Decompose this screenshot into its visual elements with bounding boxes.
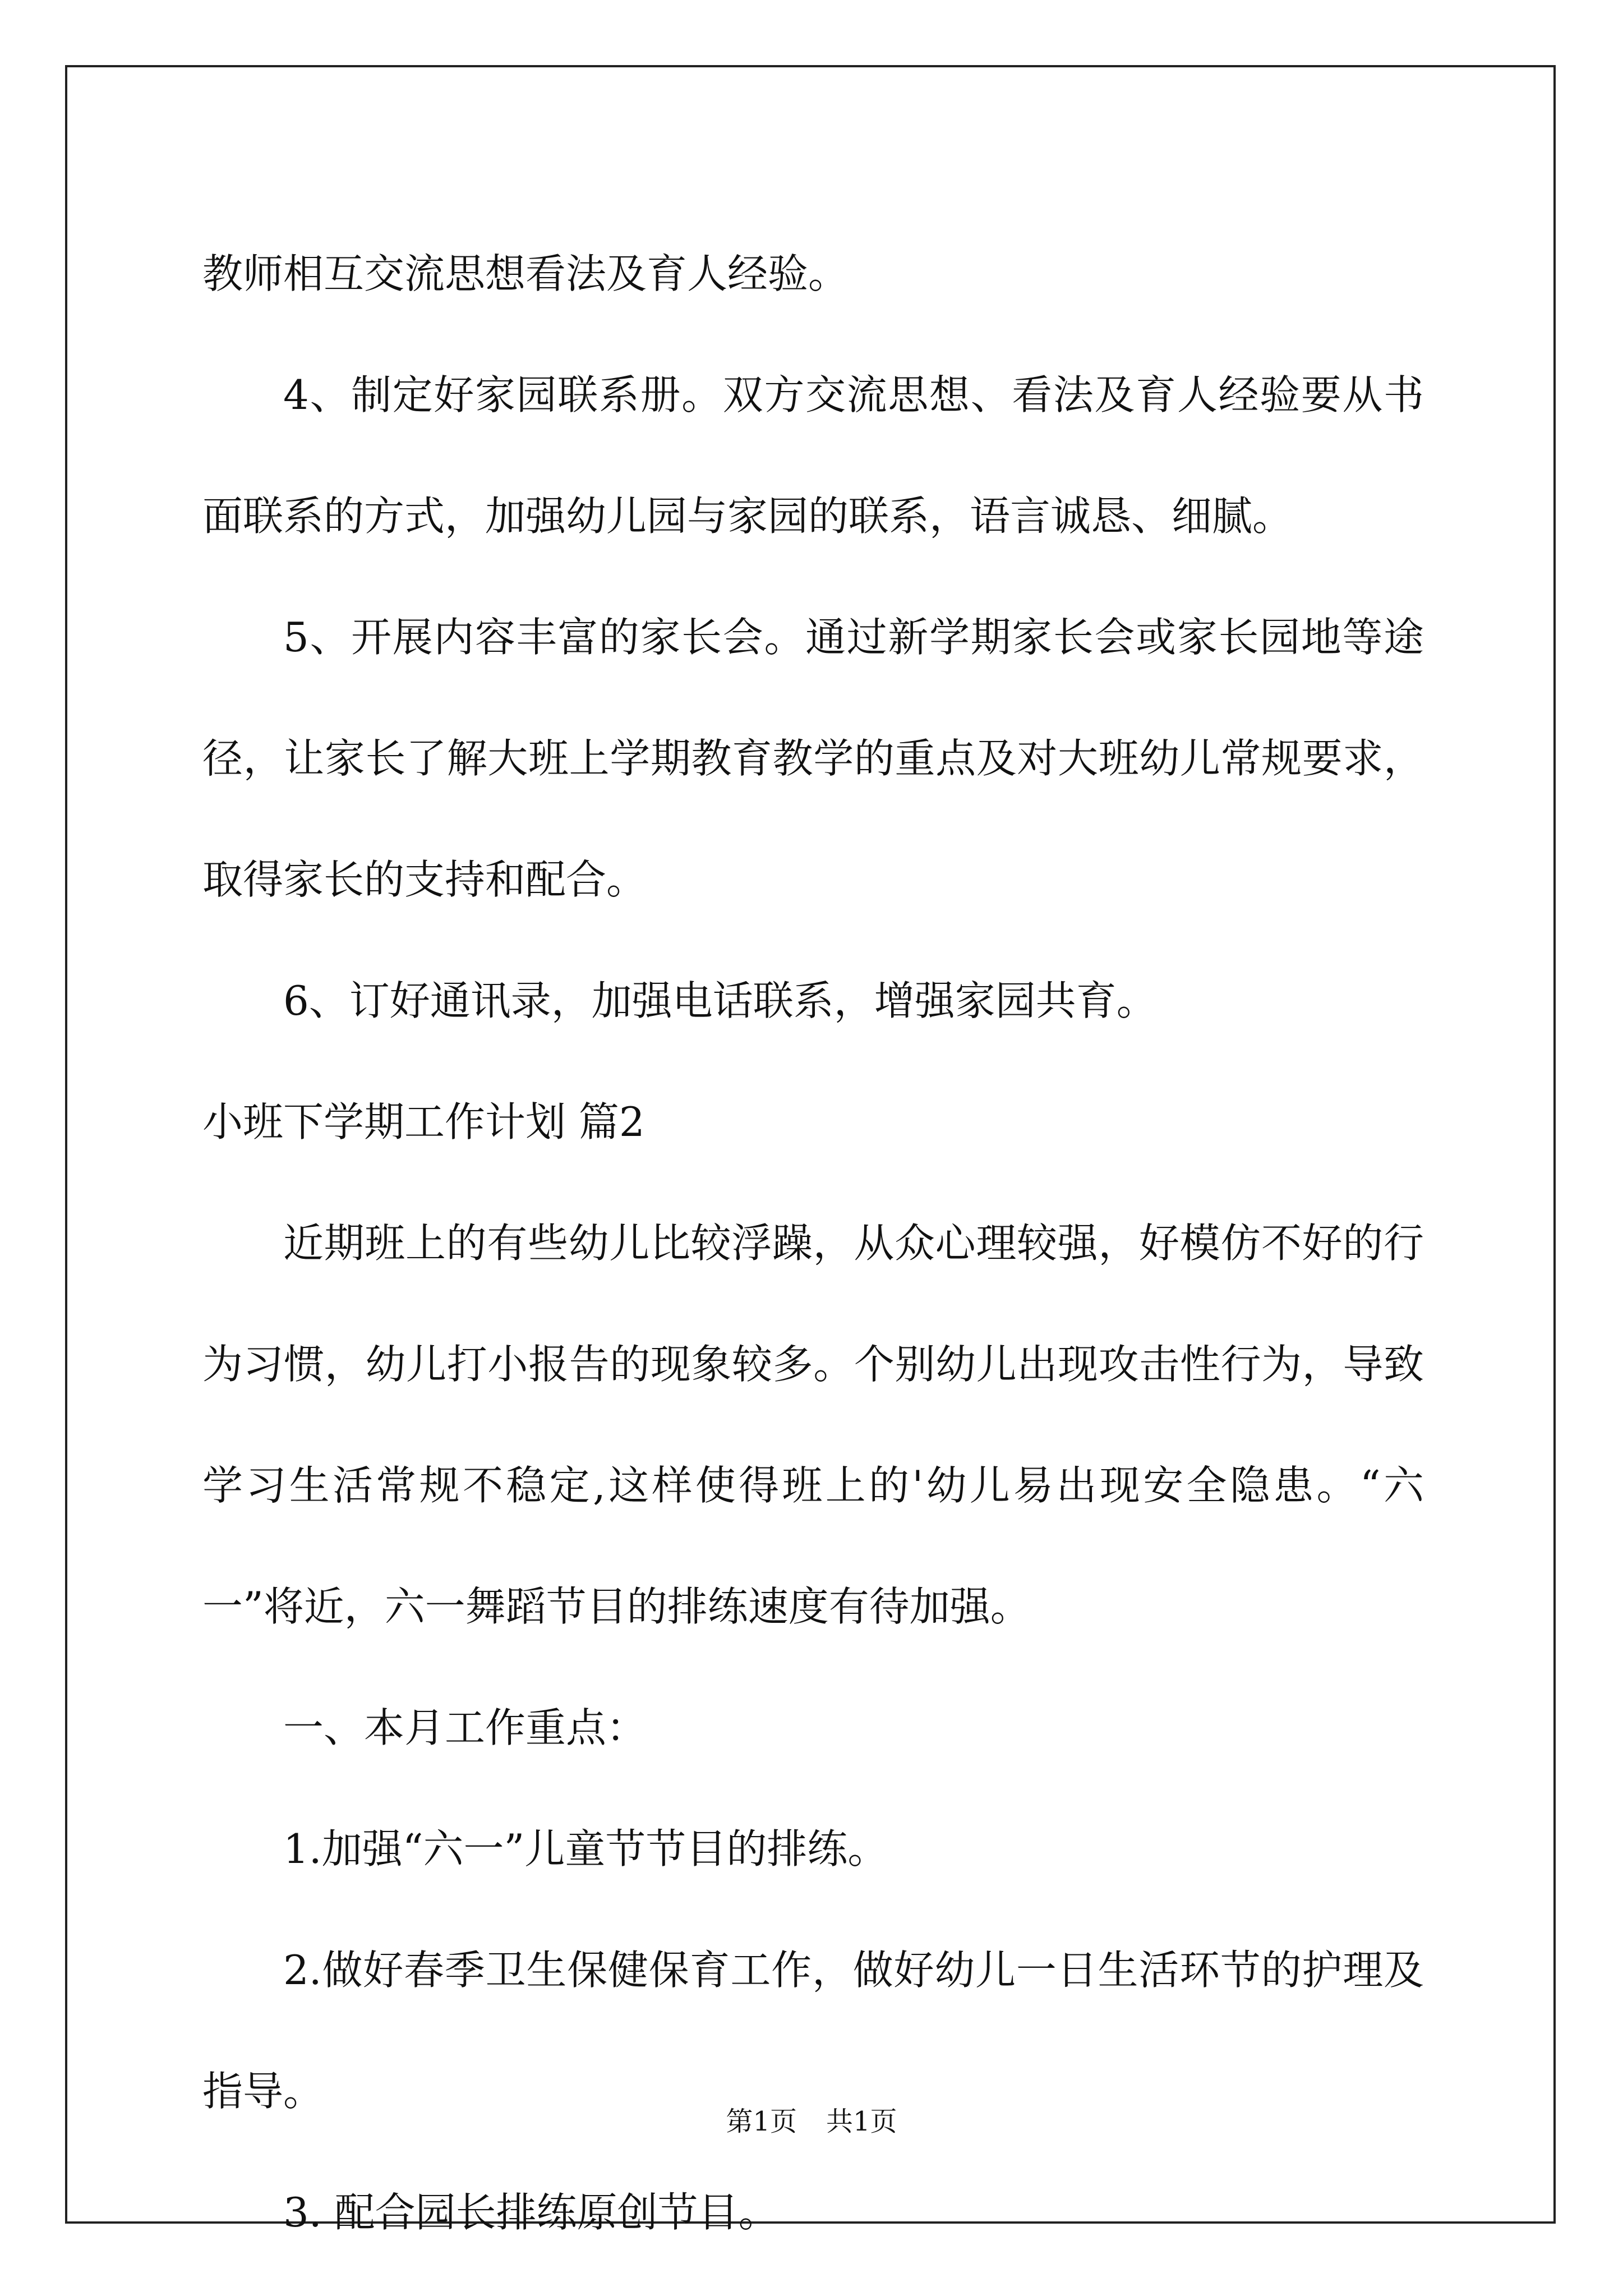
paragraph: 教师相互交流思想看法及育人经验。 [202, 250, 849, 297]
paragraph: 6、订好通讯录，加强电话联系，增强家园共育。 [283, 977, 1157, 1024]
subsection-heading: 一、本月工作重点： [283, 1704, 647, 1751]
paragraph: 近期班上的有些幼儿比较浮躁，从众心理较强，好模仿不好的行为习惯，幼儿打小报告的现象较多。个别幼儿出现攻击性行为，导致学习生活常规不稳定,这样使得班上的'幼儿易出现安全隐患。“六一”将近，六一舞蹈节目的排练速度有待加强。 [202, 1220, 1424, 1630]
list-item: 1.加强“六一”儿童节节目的排练。 [283, 1825, 888, 1872]
page-number: 第1页 [726, 2106, 797, 2137]
list-item: 2.做好春季卫生保健保育工作，做好幼儿一日生活环节的护理及指导。 [202, 1947, 1424, 2115]
paragraph: 4、制定好家园联系册。双方交流思想、看法及育人经验要从书面联系的方式，加强幼儿园与家园的联系，语言诚恳、细腻。 [202, 371, 1424, 540]
document-body [202, 213, 1424, 2273]
section-heading: 小班下学期工作计划 篇2 [202, 1098, 645, 1145]
page-footer [0, 2105, 1623, 2138]
list-item: 3. 配合园长排练原创节目。 [283, 2189, 779, 2236]
paragraph: 5、开展内容丰富的家长会。通过新学期家长会或家长园地等途径，让家长了解大班上学期教育教学的重点及对大班幼儿常规要求，取得家长的支持和配合。 [202, 614, 1424, 903]
page-total: 共1页 [826, 2106, 897, 2137]
